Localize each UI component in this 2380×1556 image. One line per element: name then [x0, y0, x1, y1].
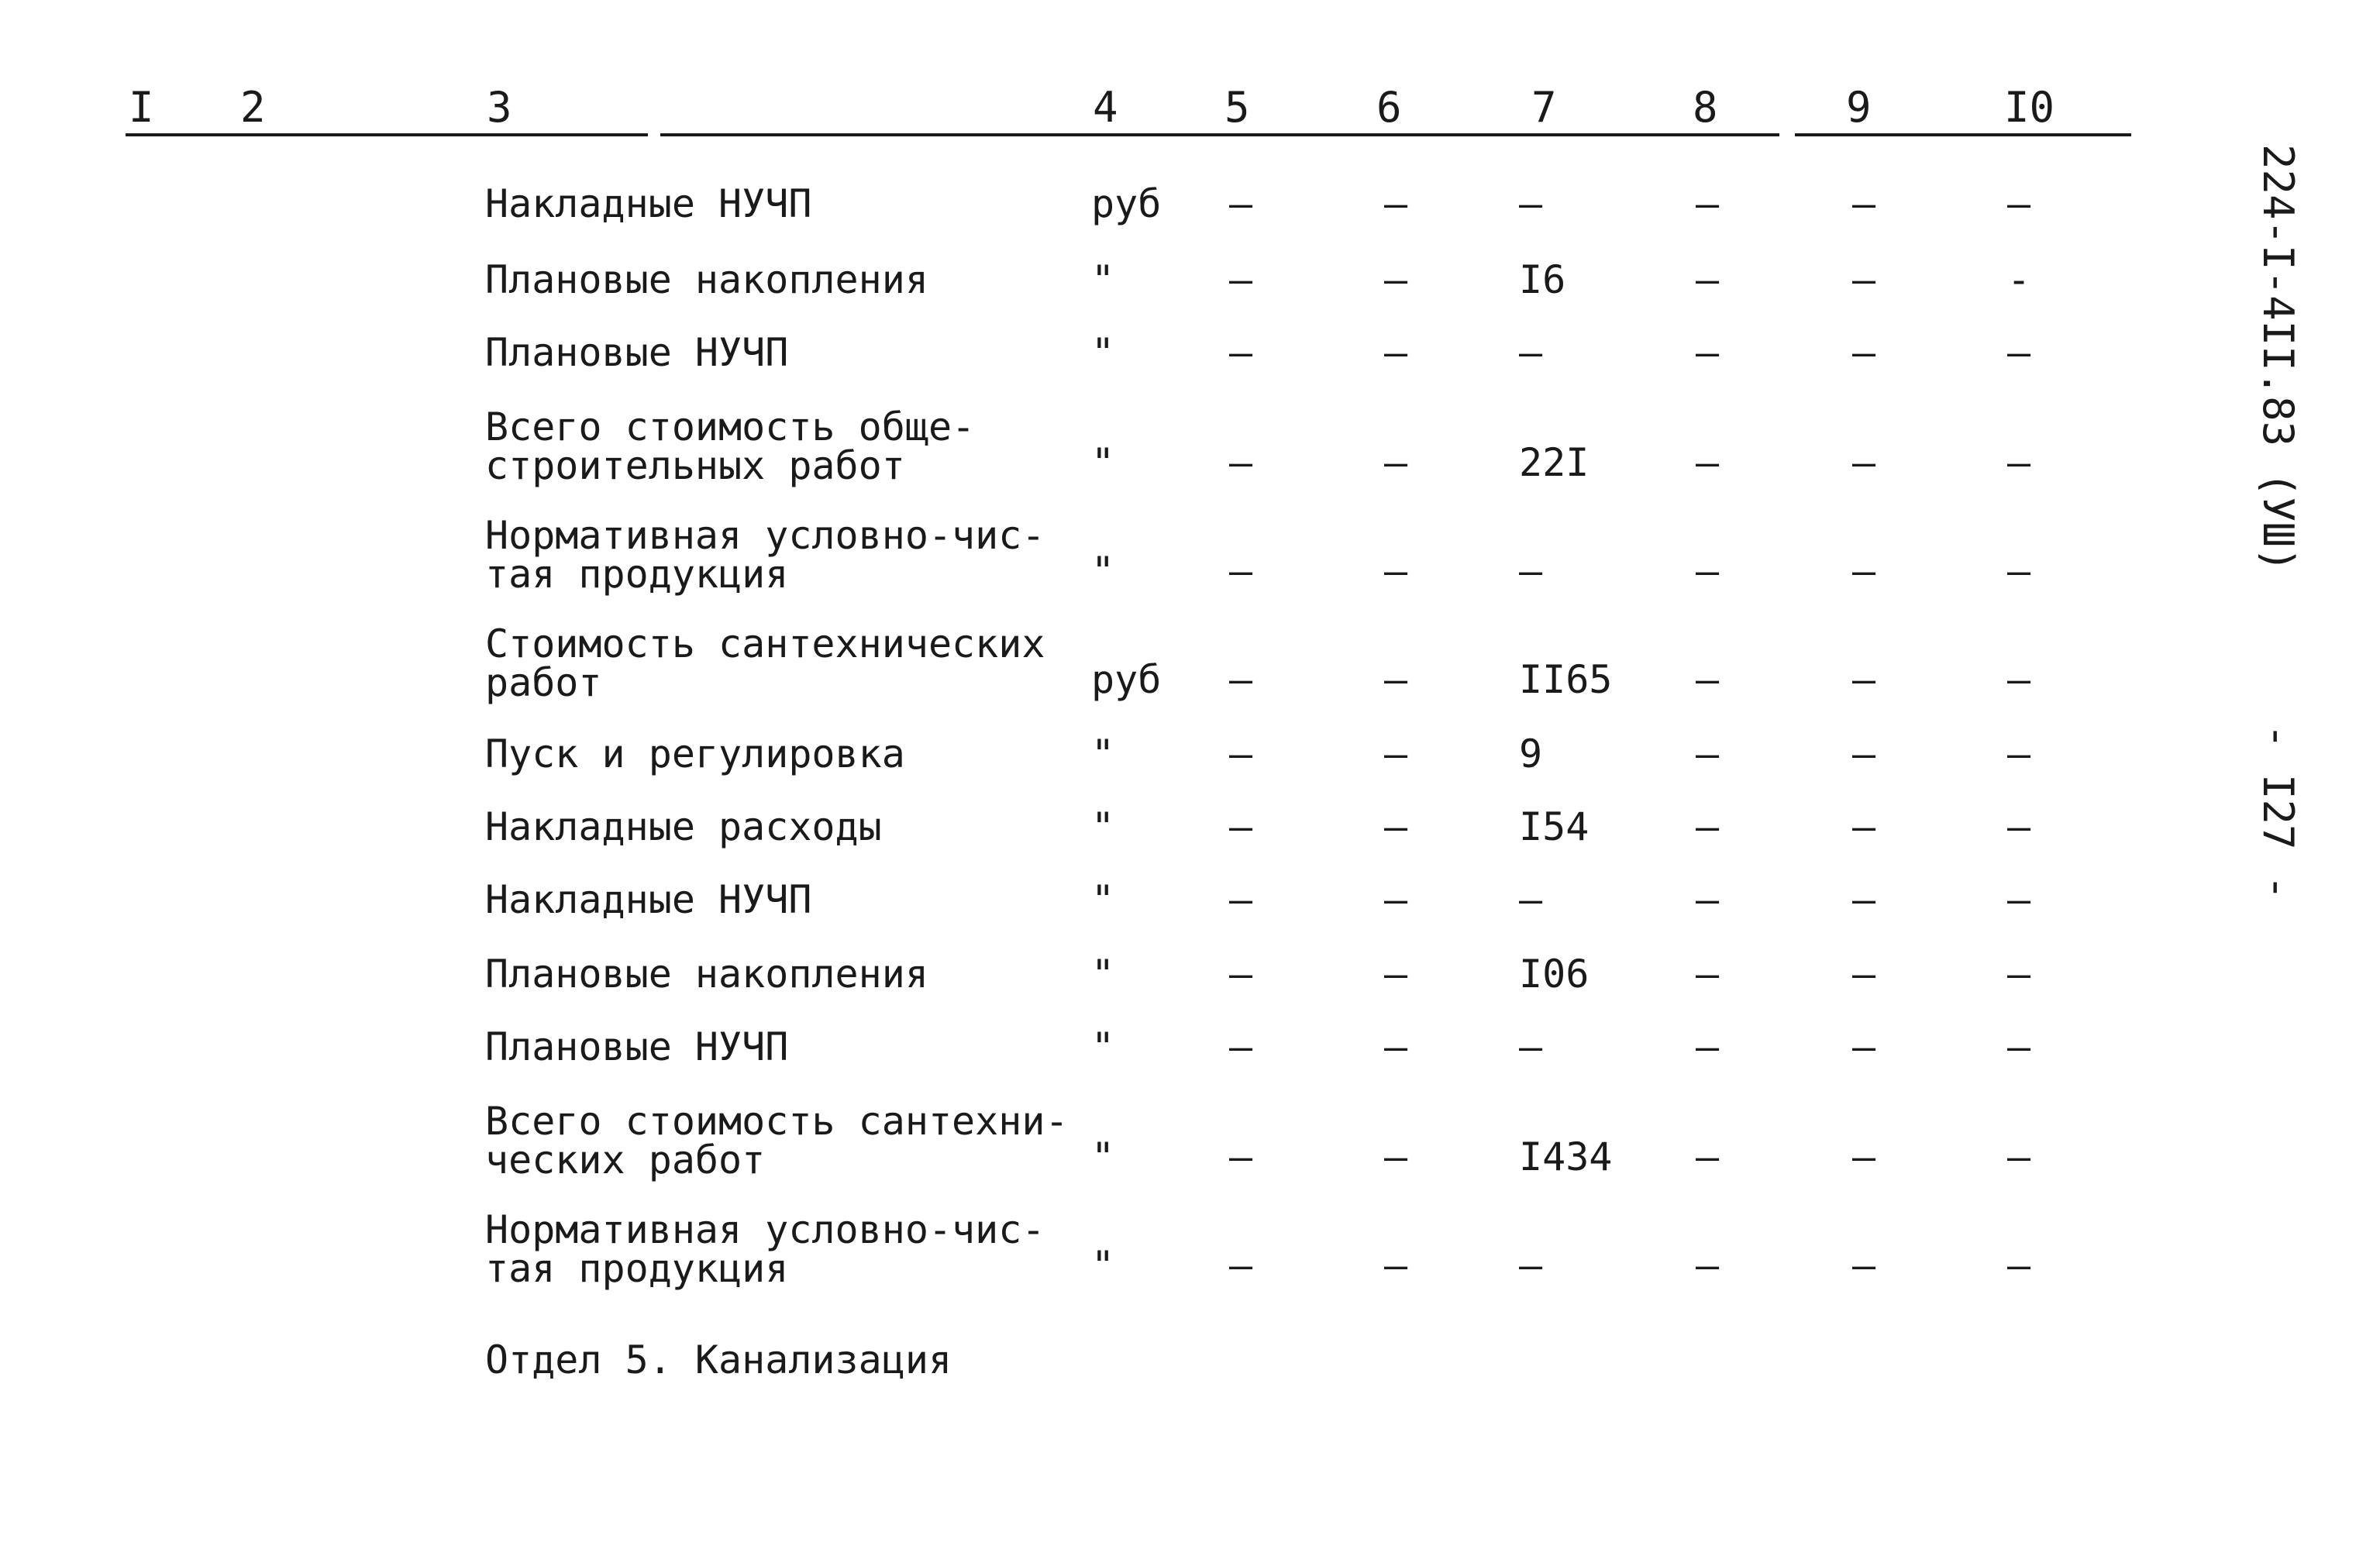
cell-col6: –: [1384, 181, 1408, 226]
cell-col7: I06: [1519, 952, 1590, 997]
cell-unit: руб: [1091, 181, 1162, 226]
cell-col8: –: [1696, 330, 1720, 375]
cell-col9: –: [1852, 877, 1876, 922]
cell-col6: –: [1384, 1243, 1408, 1288]
cell-col8: –: [1696, 732, 1720, 776]
cell-col9: –: [1852, 952, 1876, 997]
row-description: Накладные расходы: [485, 804, 882, 849]
cell-col10: -: [2007, 257, 2031, 302]
cell-unit: ": [1091, 257, 1115, 302]
cell-col7: –: [1519, 549, 1543, 594]
cell-col5: –: [1229, 440, 1253, 485]
cell-unit: ": [1091, 732, 1115, 776]
cell-col10: –: [2007, 657, 2031, 702]
cell-col10: –: [2007, 732, 2031, 776]
cell-col7: –: [1519, 330, 1543, 375]
cell-col8: –: [1696, 1134, 1720, 1179]
cell-col6: –: [1384, 330, 1408, 375]
col-header-7: 7: [1531, 83, 1557, 132]
cell-col8: –: [1696, 181, 1720, 226]
cell-col8: –: [1696, 1243, 1720, 1288]
page-number: - I27 -: [2254, 724, 2303, 900]
cell-col9: –: [1852, 330, 1876, 375]
cell-col8: –: [1696, 952, 1720, 997]
cell-col7: 22I: [1519, 440, 1590, 485]
cell-col6: –: [1384, 1024, 1408, 1069]
cell-col8: –: [1696, 440, 1720, 485]
document-code: 224-I-4II.83 (УШ): [2254, 144, 2303, 573]
cell-col7: I54: [1519, 804, 1590, 849]
cell-col5: –: [1229, 877, 1253, 922]
cell-col9: –: [1852, 1024, 1876, 1069]
cell-col7: –: [1519, 1243, 1543, 1288]
cell-col7: I6: [1519, 257, 1566, 302]
cell-col5: –: [1229, 732, 1253, 776]
cell-col8: –: [1696, 804, 1720, 849]
cell-col9: –: [1852, 181, 1876, 226]
cell-col9: –: [1852, 804, 1876, 849]
cell-col10: –: [2007, 330, 2031, 375]
cell-col7: II65: [1519, 657, 1613, 702]
cell-unit: руб: [1091, 657, 1162, 702]
cell-unit: ": [1091, 877, 1115, 922]
cell-col5: –: [1229, 804, 1253, 849]
row-description: Плановые накопления: [485, 257, 928, 302]
cell-col6: –: [1384, 257, 1408, 302]
cell-col5: –: [1229, 952, 1253, 997]
cell-unit: ": [1091, 1134, 1115, 1179]
row-description: Накладные НУЧП: [485, 877, 812, 922]
cell-unit: ": [1091, 804, 1115, 849]
cell-col9: –: [1852, 440, 1876, 485]
cell-col5: –: [1229, 330, 1253, 375]
row-description: Нормативная условно-чис- тая продукция: [485, 513, 1045, 597]
cell-col6: –: [1384, 877, 1408, 922]
cell-col6: –: [1384, 804, 1408, 849]
col-header-1: I: [129, 83, 154, 132]
cell-col8: –: [1696, 549, 1720, 594]
cell-col5: –: [1229, 549, 1253, 594]
cell-unit: ": [1091, 330, 1115, 375]
cell-col10: –: [2007, 549, 2031, 594]
cell-col10: –: [2007, 440, 2031, 485]
cell-col9: –: [1852, 257, 1876, 302]
cell-unit: ": [1091, 549, 1115, 594]
row-description: Плановые НУЧП: [485, 1024, 789, 1069]
cell-col10: –: [2007, 877, 2031, 922]
col-header-2: 2: [240, 83, 266, 132]
row-description: Нормативная условно-чис- тая продукция: [485, 1207, 1045, 1291]
cell-col9: –: [1852, 1134, 1876, 1179]
row-description: Всего стоимость обще- строительных работ: [485, 404, 976, 488]
row-description: Плановые накопления: [485, 952, 928, 997]
col-header-8: 8: [1693, 83, 1718, 132]
col-header-5: 5: [1224, 83, 1250, 132]
cell-col9: –: [1852, 1243, 1876, 1288]
row-description: Плановые НУЧП: [485, 330, 789, 375]
cell-col7: I434: [1519, 1134, 1613, 1179]
row-description: Стоимость сантехнических работ: [485, 621, 1045, 705]
cell-col7: 9: [1519, 732, 1543, 776]
cell-col9: –: [1852, 732, 1876, 776]
col-header-10: I0: [2004, 83, 2055, 132]
cell-col8: –: [1696, 657, 1720, 702]
header-rule: [126, 133, 648, 136]
cell-col8: –: [1696, 877, 1720, 922]
cell-col5: –: [1229, 1024, 1253, 1069]
row-description: Пуск и регулировка: [485, 732, 905, 776]
cell-unit: ": [1091, 1024, 1115, 1069]
cell-col5: –: [1229, 257, 1253, 302]
header-rule: [1795, 133, 2131, 136]
col-header-3: 3: [487, 83, 512, 132]
cell-col10: –: [2007, 1134, 2031, 1179]
cell-col8: –: [1696, 257, 1720, 302]
cell-unit: ": [1091, 1243, 1115, 1288]
cell-col6: –: [1384, 732, 1408, 776]
cell-col5: –: [1229, 1243, 1253, 1288]
col-header-6: 6: [1376, 83, 1402, 132]
cell-col7: –: [1519, 877, 1543, 922]
cell-col10: –: [2007, 952, 2031, 997]
cell-col5: –: [1229, 657, 1253, 702]
cell-col7: –: [1519, 181, 1543, 226]
cell-unit: ": [1091, 952, 1115, 997]
cell-col9: –: [1852, 549, 1876, 594]
row-description: Всего стоимость сантехни- ческих работ: [485, 1099, 1069, 1182]
cell-col10: –: [2007, 181, 2031, 226]
col-header-9: 9: [1846, 83, 1872, 132]
section-title: Отдел 5. Канализация: [485, 1337, 952, 1382]
cell-col7: –: [1519, 1024, 1543, 1069]
cell-col6: –: [1384, 549, 1408, 594]
cell-col6: –: [1384, 657, 1408, 702]
cell-col9: –: [1852, 657, 1876, 702]
row-description: Накладные НУЧП: [485, 181, 812, 226]
cell-col10: –: [2007, 804, 2031, 849]
cell-col6: –: [1384, 440, 1408, 485]
cell-unit: ": [1091, 440, 1115, 485]
cell-col5: –: [1229, 181, 1253, 226]
cell-col10: –: [2007, 1024, 2031, 1069]
col-header-4: 4: [1093, 83, 1118, 132]
cell-col5: –: [1229, 1134, 1253, 1179]
cell-col6: –: [1384, 952, 1408, 997]
cell-col10: –: [2007, 1243, 2031, 1288]
cell-col6: –: [1384, 1134, 1408, 1179]
cell-col8: –: [1696, 1024, 1720, 1069]
header-rule: [660, 133, 1779, 136]
